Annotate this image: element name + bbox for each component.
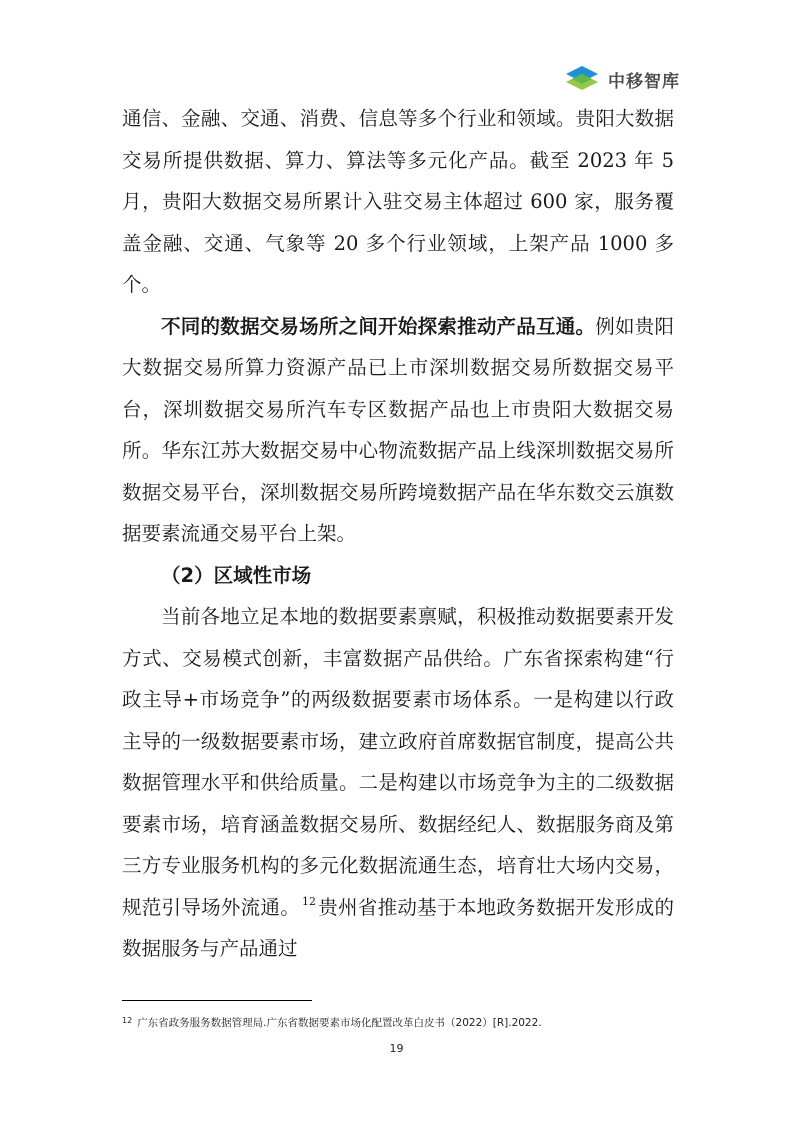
logo-text: 中移智库 bbox=[608, 71, 680, 92]
paragraph-3 bbox=[122, 596, 674, 970]
paragraph-2-lead: 不同的数据交易场所之间开始探索推动产品互通。 bbox=[161, 314, 596, 338]
footnote-text: 广东省政务服务数据管理局.广东省数据要素市场化配置改革白皮书（2022）[R].2022. bbox=[137, 1017, 542, 1029]
page-number: 19 bbox=[389, 1042, 404, 1055]
footnote-number: 12 bbox=[122, 1016, 133, 1025]
header-logo bbox=[562, 62, 680, 96]
paragraph-1: 通信、金融、交通、消费、信息等多个行业和领域。贵阳大数据交易所提供数据、算力、算法等多元化产品。截至 2023 年 5 月，贵阳大数据交易所累计入驻交易主体超过 600 家，服务覆盖金融、交通、气象等 20 多个行业领域，上架产品 1000 多个。 bbox=[122, 107, 674, 296]
paragraph-3-text: 当前各地立足本地的数据要素禀赋，积极推动数据要素开发方式、交易模式创新，丰富数据产品供给。广东省探索构建“行政主导+市场竞争”的两级数据要素市场体系。一是构建以行政主导的一级数据要素市场，建立政府首席数据官制度，提高公共数据管理水平和供给质量。二是构建以市场竞争为主的二级数据要素市场，培育涵盖数据交易所、数据经纪人、数据服务商及第三方专业服务机构的多元化数据流通生态，培育壮大场内交易，规范引导场外流通。 bbox=[122, 605, 674, 919]
footnote-reference[interactable]: 12 bbox=[302, 894, 316, 908]
paragraph-2 bbox=[122, 306, 674, 555]
section-heading: （2）区域性市场 bbox=[161, 563, 312, 587]
china-mobile-logo-icon bbox=[562, 62, 602, 96]
page-body bbox=[122, 98, 674, 970]
footnote-divider bbox=[122, 1000, 312, 1001]
footnote bbox=[122, 1014, 682, 1030]
paragraph-2-text: 例如贵阳大数据交易所算力资源产品已上市深圳数据交易所数据交易平台，深圳数据交易所汽车专区数据产品也上市贵阳大数据交易所。华东江苏大数据交易中心物流数据产品上线深圳数据交易所数据交易平台，深圳数据交易所跨境数据产品在华东数交云旗数据要素流通交易平台上架。 bbox=[122, 314, 674, 545]
paragraph-3-continuation: 贵州省推动基于本地政务数据开发形成的数据服务与产品通过 bbox=[122, 895, 674, 960]
